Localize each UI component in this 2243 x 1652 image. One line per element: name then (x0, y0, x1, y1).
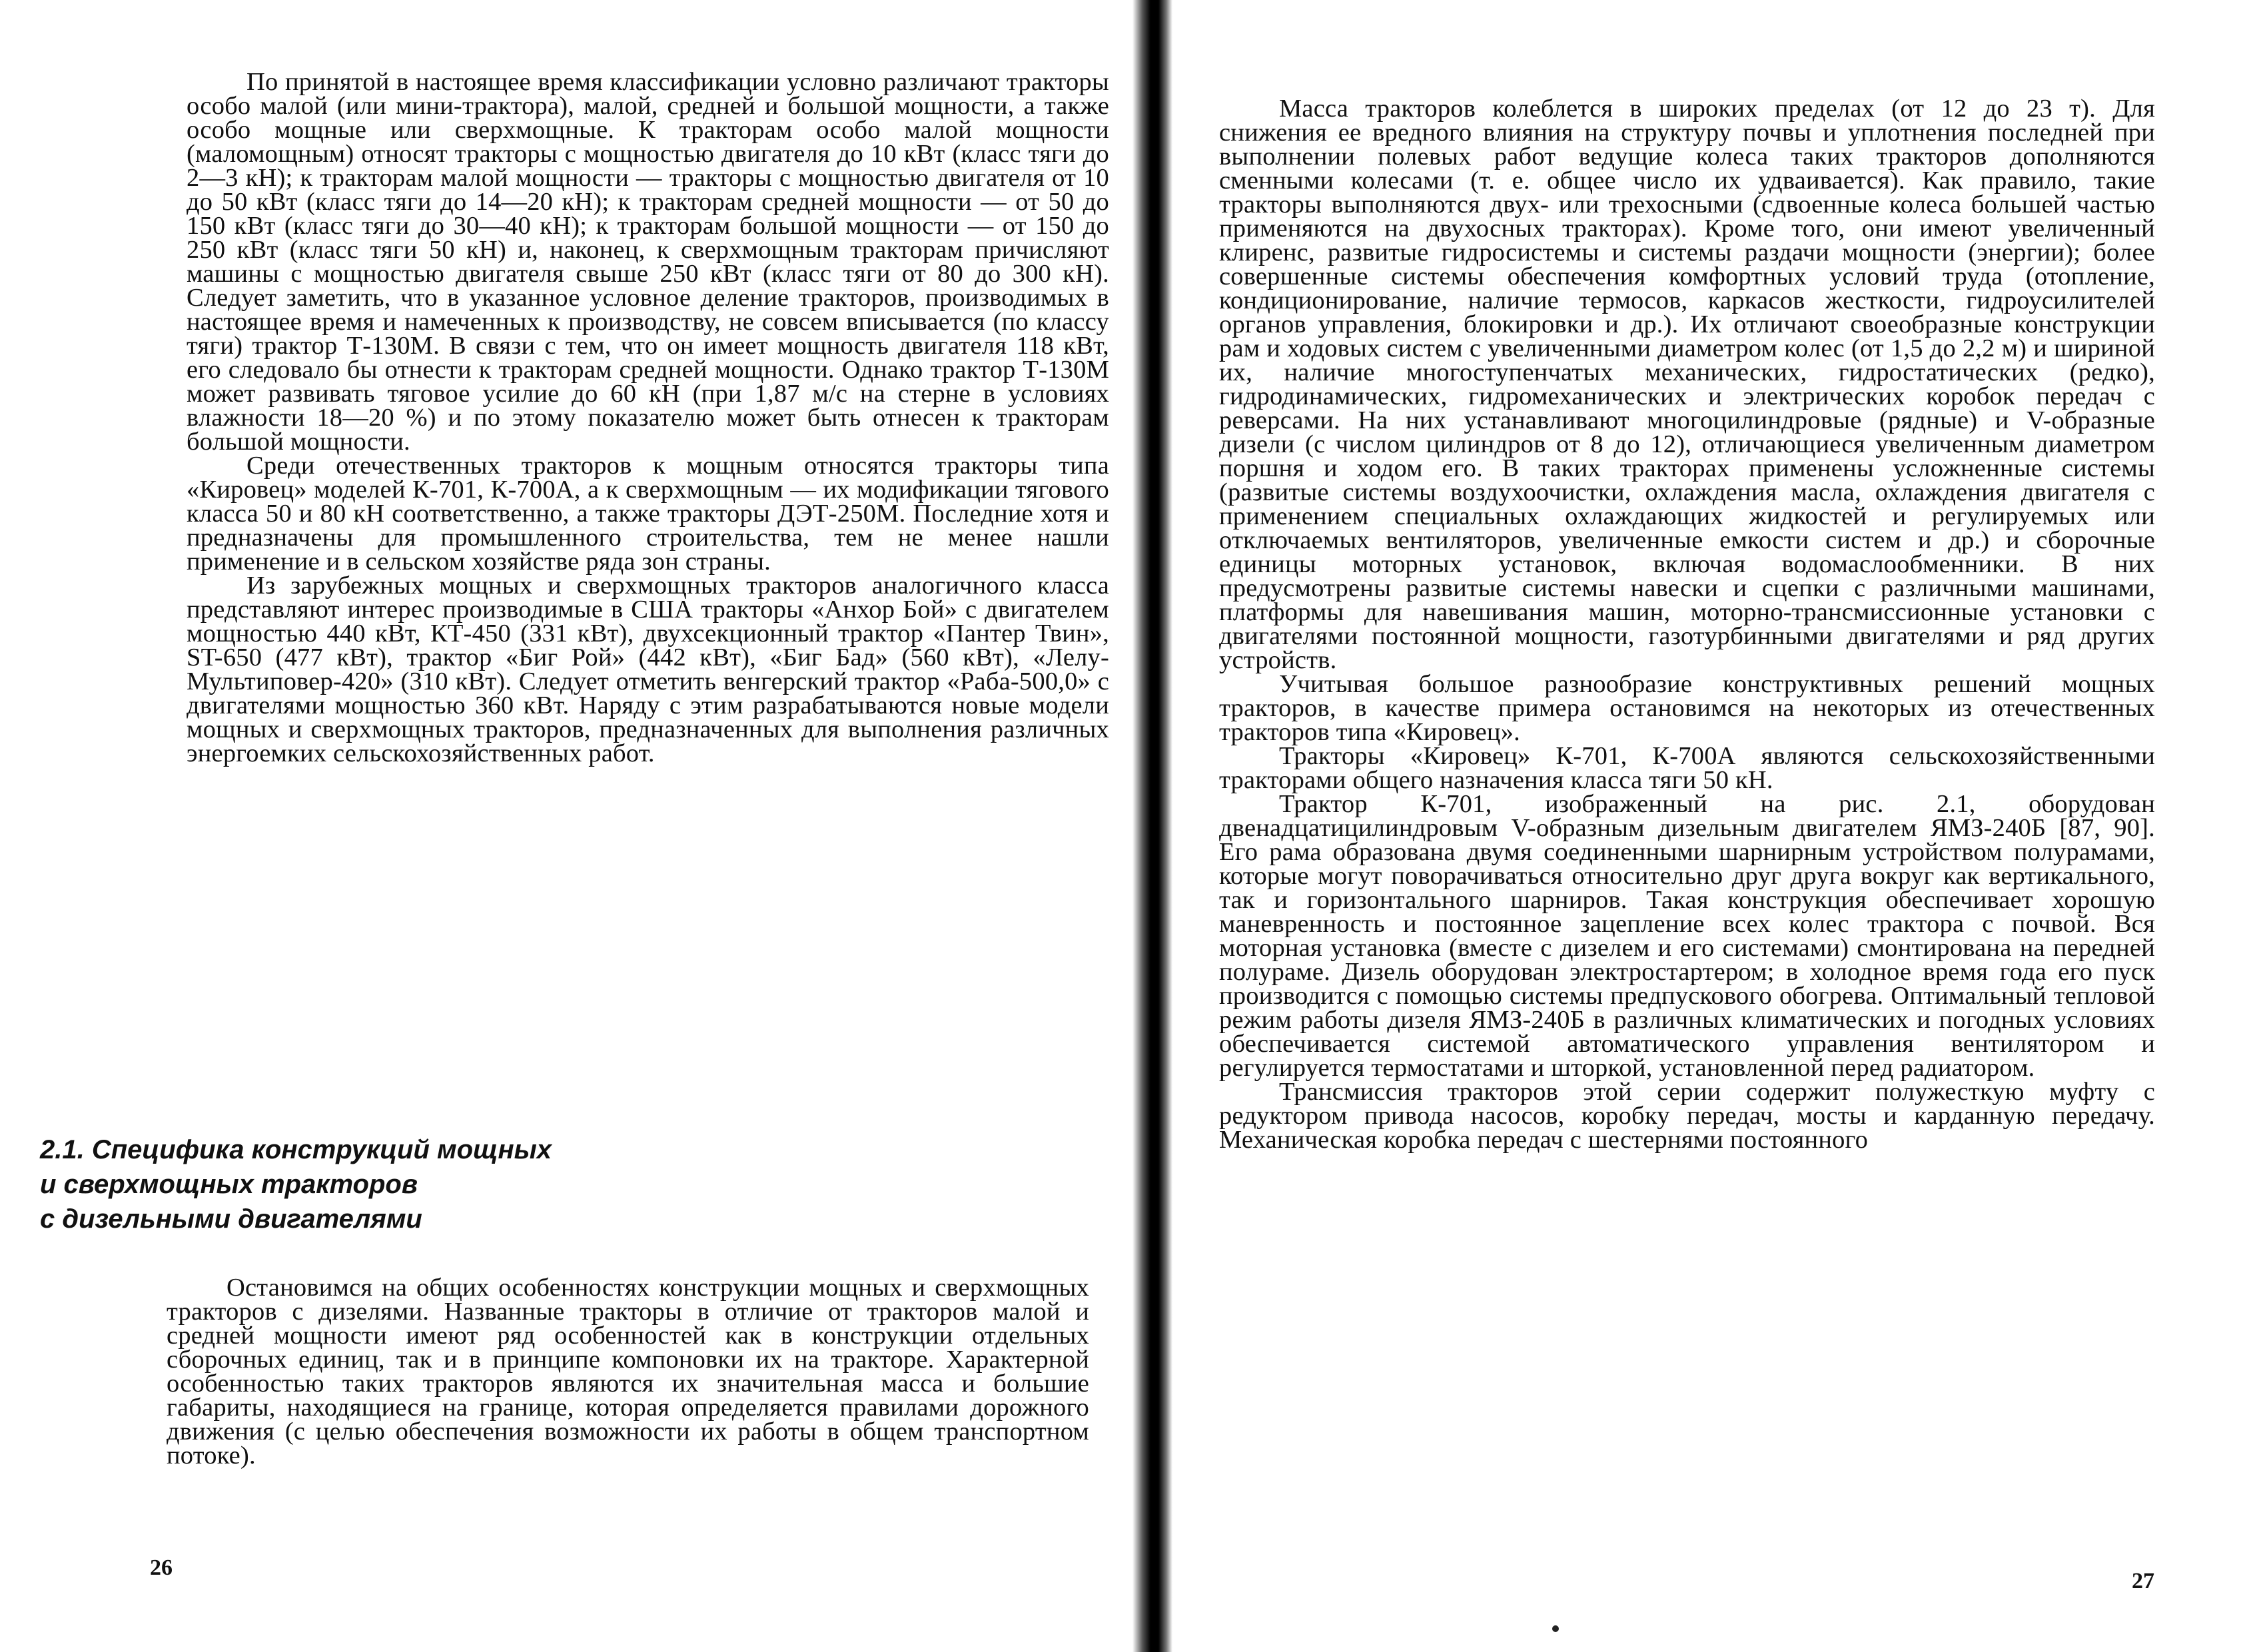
book-gutter (1132, 0, 1172, 1652)
paragraph: Из зарубежных мощных и сверхмощных тракторов аналогичного класса представляют интерес производимые в США тракторы «Анхор Бой» с двигателем мощностью 440 кВт, КТ-450 (331 кВт), двухсекционный трактор «Пантер Твин», ST-650 (477 кВт), трактор «Биг Рой» (442 кВт), «Биг Бад» (560 кВт), «Лелу-Мультиповер-420» (310 кВт). Следует отметить венгерский трактор «Раба-500,0» с двигателями мощностью 360 кВт. Наряду с этим разрабатываются новые модели мощных и сверхмощных тракторов, предназначенных для выполнения различных энергоемких сельскохозяйственных работ. (187, 572, 1109, 767)
right-page (1219, 0, 2158, 1652)
paragraph: Трактор К-701, изображенный на рис. 2.1, оборудован двенадцатицилиндровым V-образным дизельным двигателем ЯМЗ-240Б [87, 90]. Его рама образована двумя соединенными шарнирным устройством полурамами, которые могут поворачиваться относительно друг друга вокруг как вертикального, так и горизонтального шарниров. Такая конструкция обеспечивает хорошую маневренность и постоянное зацепление всех колес трактора с почвой. Вся моторная установка (вместе с дизелем и его системами) смонтирована на передней полураме. Дизель оборудован электростартером; в холодное время года его пуск производится с помощью системы предпускового обогрева. Оптимальный тепловой режим работы дизеля ЯМЗ-240Б в различных климатических и погодных условиях обеспечивается системой автоматического управления вентилятором и регулируется термостатами и шторкой, установленной перед радиатором. (1219, 790, 2155, 1082)
paragraph: По принятой в настоящее время классификации условно различают тракторы особо малой (или мини-трактора), малой, средней и большой мощности, а также особо мощные или сверхмощные. К тракторам особо малой мощности (маломощным) относят тракторы с мощностью двигателя до 10 кВт (класс тяги до 2—3 кН); к тракторам малой мощности — тракторы с мощностью двигателя от 10 до 50 кВт (класс тяги до 14—20 кН); к тракторам средней мощности — от 50 до 150 кВт (класс тяги до 30—40 кН); к тракторам большой мощности — от 150 до 250 кВт (класс тяги 50 кН) и, наконец, к сверхмощным тракторам причисляют машины с мощностью двигателя свыше 250 кВт (класс тяги от 80 до 300 кН). Следует заметить, что в указанное условное деление тракторов, производимых в настоящее время и намеченных к производству, не совсем вписывается (по классу тяги) трактор Т-130М. В связи с тем, что он имеет мощность двигателя 118 кВт, его следовало бы отнести к тракторам средней мощности. Однако трактор Т-130М может развивать тяговое усилие до 60 кН (при 1,87 м/с на стерне в условиях влажности 18—20 %) и по этому показателю может быть отнесен к тракторам большой мощности. (187, 68, 1109, 456)
heading-line: и сверхмощных тракторов (40, 1170, 418, 1199)
right-text-block (1219, 97, 2155, 1152)
left-page-lower (167, 0, 1113, 1652)
left-text-block-lower (167, 1276, 1089, 1467)
paragraph: Остановимся на общих особенностях конструкции мощных и сверхмощных тракторов с дизелями. Названные тракторы в отличие от тракторов малой и средней мощности имеют ряд особенностей как в конструкции отдельных сборочных единиц, так и в принципе компоновки их на тракторе. Характерной особенностью таких тракторов являются их значительная масса и большие габариты, находящиеся на границе, которая определяется правилами дорожного движения (с целью обеспечения возможности их работы в общем транспортном потоке). (167, 1274, 1089, 1469)
page-number-left: 26 (150, 1555, 173, 1580)
paragraph: Среди отечественных тракторов к мощным относятся тракторы типа «Кировец» моделей К-701, К-700А, а к сверхмощным — их модификации тягового класса 50 и 80 кН соответственно, а также тракторы ДЭТ-250М. Последние хотя и предназначены для промышленного строительства, тем не менее нашли применение и в сельском хозяйстве ряда зон страны. (187, 452, 1109, 576)
page-number-right: 27 (2132, 1569, 2154, 1593)
heading-line: 2.1. Специфика конструкций мощных (40, 1135, 552, 1164)
heading-line: с дизельными двигателями (40, 1204, 422, 1234)
paragraph: Учитывая большое разнообразие конструктивных решений мощных тракторов, в качестве примера остановимся на некоторых из отечественных тракторов типа «Кировец». (1219, 670, 2155, 746)
paragraph: Тракторы «Кировец» К-701, К-700А являются сельскохозяйственными тракторами общего назначения класса тяги 50 кН. (1219, 742, 2155, 794)
paragraph: Масса тракторов колеблется в широких пределах (от 12 до 23 т). Для снижения ее вредного влияния на структуру почвы и уплотнения последней при выполнении полевых работ ведущие колеса таких тракторов дополняются сменными колесами (т. е. общее число их удваивается). Как правило, такие тракторы выполняются двух- или трехосными (сдвоенные колеса большей частью применяются на двухосных тракторах). Кроме того, они имеют увеличенный клиренс, развитые гидросистемы и системы раздачи мощности (энергии); более совершенные системы обеспечения комфортных условий труда (отопление, кондиционирование, наличие термосов, каркасов жесткости, гидроусилителей органов управления, блокировки и др.). Их отличают своеобразные конструкции рам и ходовых систем с увеличенными диаметром колес (от 1,5 до 2,2 м) и шириной их, наличие многоступенчатых механических, гидростатических (редко), гидродинамических, гидромеханических и электрических коробок передач с реверсами. На них устанавливают многоцилиндровые (рядные) и V-образные дизели (с числом цилиндров от 8 до 12), отличающиеся увеличенным диаметром поршня и ходом его. В таких тракторах применены усложненные системы (развитые системы воздухоочистки, охлаждения масла, охлаждения двигателя с применением специальных охлаждающих жидкостей и регулируемых или отключаемых вентиляторов, увеличенные емкости систем и др.) и сборочные единицы моторных установок, включая водомаслообменники. В них предусмотрены развитые системы навески и сцепки с различными машинами, платформы для навешивания машин, моторно-трансмиссионные установки с двигателями постоянной мощности, газотурбинными двигателями и ряд других устройств. (1219, 95, 2155, 674)
scan-speck (1552, 1625, 1559, 1632)
paragraph: Трансмиссия тракторов этой серии содержит полужесткую муфту с редуктором привода насосов, коробку передач, мосты и карданную передачу. Механическая коробка передач с шестернями постоянного (1219, 1078, 2155, 1154)
